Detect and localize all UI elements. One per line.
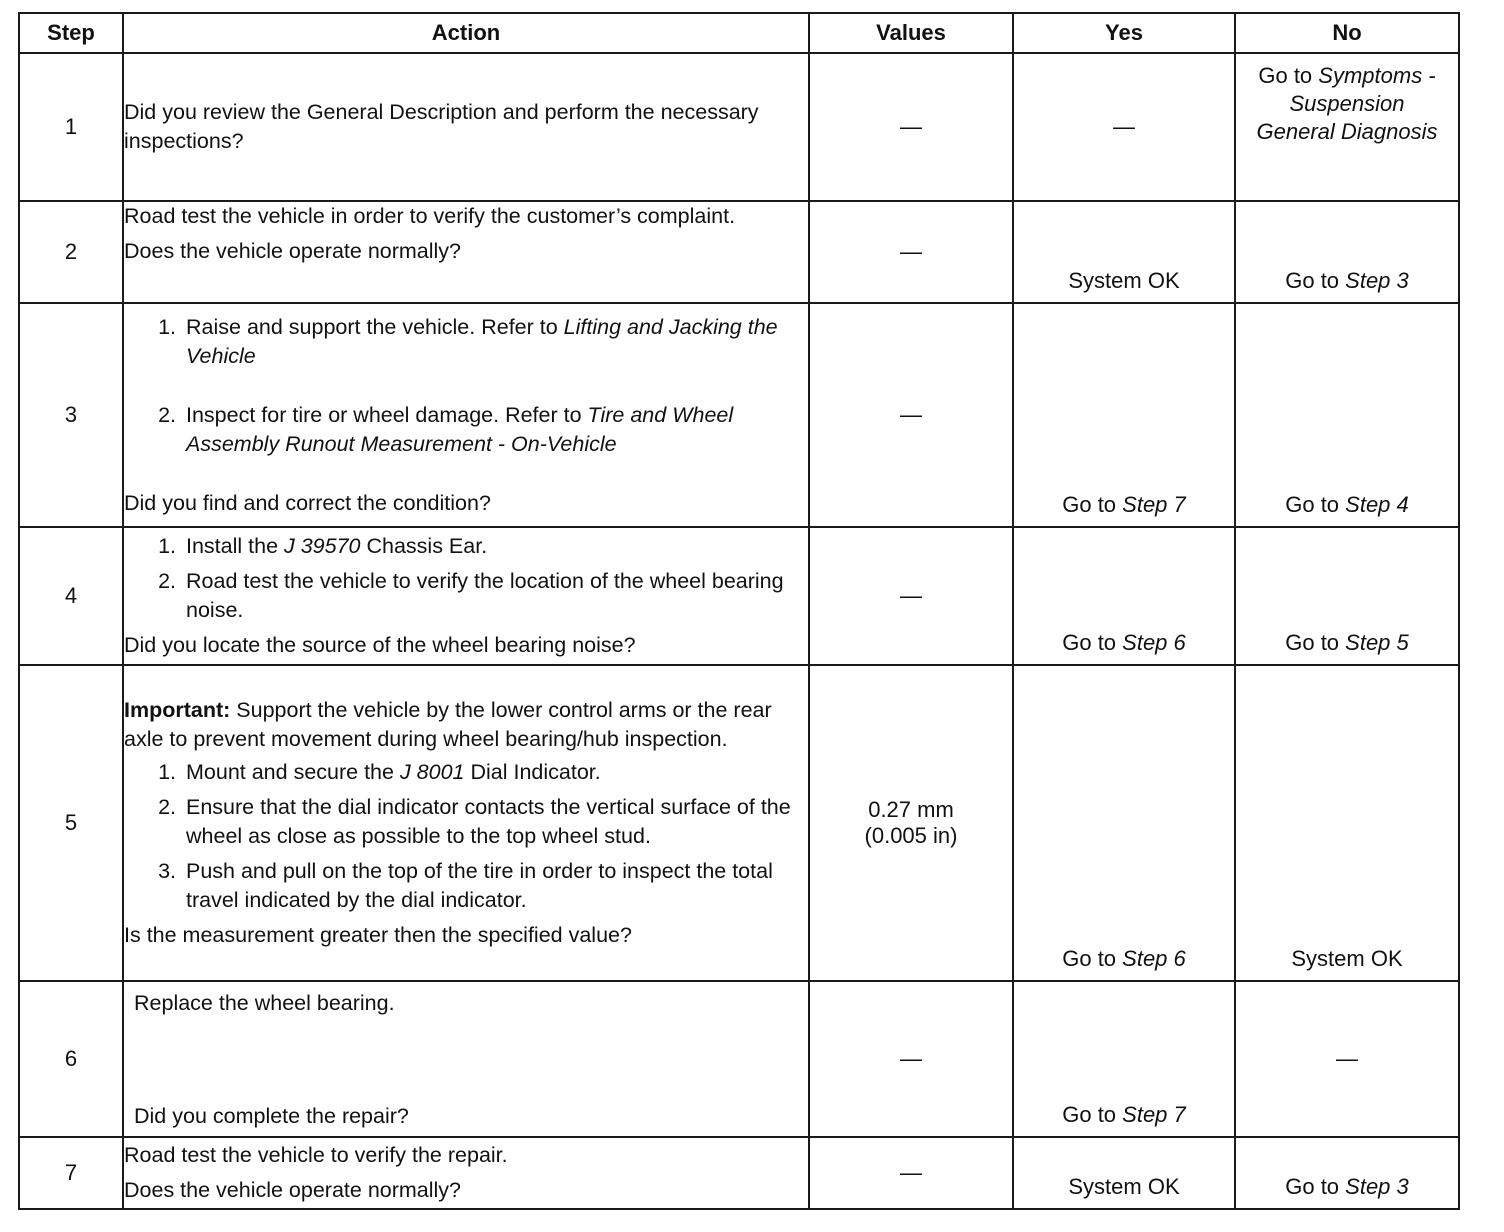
action-question: Did you complete the repair?	[134, 1104, 409, 1128]
action-step-item: 1. Raise and support the vehicle. Refer to Lifting and Jacking the Vehicle	[182, 313, 808, 371]
table-row	[19, 665, 1459, 981]
values-cell: —	[809, 1137, 1013, 1209]
header-step: Step	[19, 13, 123, 53]
action-step-item: 1. Mount and secure the J 8001 Dial Indicator.	[182, 758, 808, 787]
yes-cell: —	[1013, 53, 1235, 201]
values-cell	[809, 665, 1013, 981]
values-cell: —	[809, 201, 1013, 303]
action-steps	[124, 532, 808, 625]
yes-link[interactable]: Step 7	[1122, 492, 1186, 517]
action-step-item: 2. Road test the vehicle to verify the location of the wheel bearing noise.	[182, 567, 808, 625]
table-row	[19, 53, 1459, 201]
header-row	[19, 13, 1459, 53]
table-row	[19, 201, 1459, 303]
action-cell	[123, 201, 809, 303]
yes-cell: Go to Step 6	[1013, 665, 1235, 981]
no-link[interactable]: Step 3	[1345, 1174, 1409, 1199]
step-number: 4	[19, 527, 123, 665]
important-label: Important:	[124, 698, 231, 722]
action-question: Is the measurement greater then the specified value?	[124, 923, 632, 947]
yes-cell: System OK	[1013, 201, 1235, 303]
action-cell	[123, 303, 809, 527]
reference-link[interactable]: Lifting and Jacking the Vehicle	[186, 314, 778, 368]
action-step-item: 2. Inspect for tire or wheel damage. Refer to Tire and Wheel Assembly Runout Measurement - On-Vehicle	[182, 401, 808, 459]
header-values: Values	[809, 13, 1013, 53]
spec-imperial: (0.005 in)	[864, 823, 958, 848]
yes-link[interactable]: Step 6	[1122, 630, 1186, 655]
diagnostic-table	[18, 12, 1460, 1210]
action-question: Does the vehicle operate normally?	[124, 1178, 462, 1202]
no-link[interactable]: Step 4	[1345, 492, 1409, 517]
step-number: 7	[19, 1137, 123, 1209]
yes-cell: System OK	[1013, 1137, 1235, 1209]
step-number: 1	[19, 53, 123, 201]
action-steps	[124, 313, 808, 459]
header-no: No	[1235, 13, 1459, 53]
step-number: 2	[19, 201, 123, 303]
header-yes: Yes	[1013, 13, 1235, 53]
step-number: 5	[19, 665, 123, 981]
action-question: Did you find and correct the condition?	[124, 490, 491, 515]
action-step-item: 3. Push and pull on the top of the tire in order to inspect the total travel indicated by the dial indicator.	[182, 857, 808, 915]
no-cell: Go to Step 3	[1235, 201, 1459, 303]
no-cell: —	[1235, 981, 1459, 1137]
no-link[interactable]: Symptoms - Suspension General Diagnosis	[1256, 63, 1438, 144]
action-question: Does the vehicle operate normally?	[124, 239, 462, 263]
step-number: 3	[19, 303, 123, 527]
tool-ref: J 39570	[284, 534, 361, 558]
table-row	[19, 303, 1459, 527]
action-cell	[123, 981, 809, 1137]
reference-link[interactable]: Tire and Wheel Assembly Runout Measurement - On-Vehicle	[186, 402, 734, 456]
action-text: Replace the wheel bearing.	[134, 991, 395, 1015]
action-steps	[124, 758, 808, 915]
no-cell	[1235, 53, 1459, 201]
table-row	[19, 527, 1459, 665]
no-cell: Go to Step 5	[1235, 527, 1459, 665]
no-cell: Go to Step 4	[1235, 303, 1459, 527]
no-cell: Go to Step 3	[1235, 1137, 1459, 1209]
no-cell: System OK	[1235, 665, 1459, 981]
action-text: Road test the vehicle to verify the repair.	[124, 1143, 508, 1167]
yes-link[interactable]: Step 7	[1122, 1102, 1186, 1127]
yes-cell: Go to Step 7	[1013, 981, 1235, 1137]
no-link[interactable]: Step 5	[1345, 630, 1409, 655]
table-row	[19, 981, 1459, 1137]
action-text: Did you review the General Description and perform the necessary inspections?	[124, 100, 759, 153]
no-link[interactable]: Step 3	[1345, 268, 1409, 293]
yes-link[interactable]: Step 6	[1122, 946, 1186, 971]
table-row	[19, 1137, 1459, 1209]
header-action: Action	[123, 13, 809, 53]
step-number: 6	[19, 981, 123, 1137]
action-step-item: 2. Ensure that the dial indicator contacts the vertical surface of the wheel as close as possible to the top wheel stud.	[182, 793, 808, 851]
action-cell	[123, 1137, 809, 1209]
action-question: Did you locate the source of the wheel bearing noise?	[124, 633, 636, 657]
important-note: Important: Support the vehicle by the lower control arms or the rear axle to prevent movement during wheel bearing/hub inspection.	[124, 698, 772, 751]
values-cell: —	[809, 303, 1013, 527]
values-cell: —	[809, 981, 1013, 1137]
action-text: Road test the vehicle in order to verify the customer’s complaint.	[124, 204, 736, 228]
spec-metric: 0.27 mm	[868, 797, 954, 822]
action-cell	[123, 527, 809, 665]
values-cell: —	[809, 527, 1013, 665]
yes-cell: Go to Step 7	[1013, 303, 1235, 527]
action-step-item: 1. Install the J 39570 Chassis Ear.	[182, 532, 808, 561]
no-prefix: Go to	[1258, 63, 1319, 88]
yes-cell: Go to Step 6	[1013, 527, 1235, 665]
action-cell	[123, 53, 809, 201]
action-cell	[123, 665, 809, 981]
values-cell: —	[809, 53, 1013, 201]
tool-ref: J 8001	[399, 760, 465, 784]
